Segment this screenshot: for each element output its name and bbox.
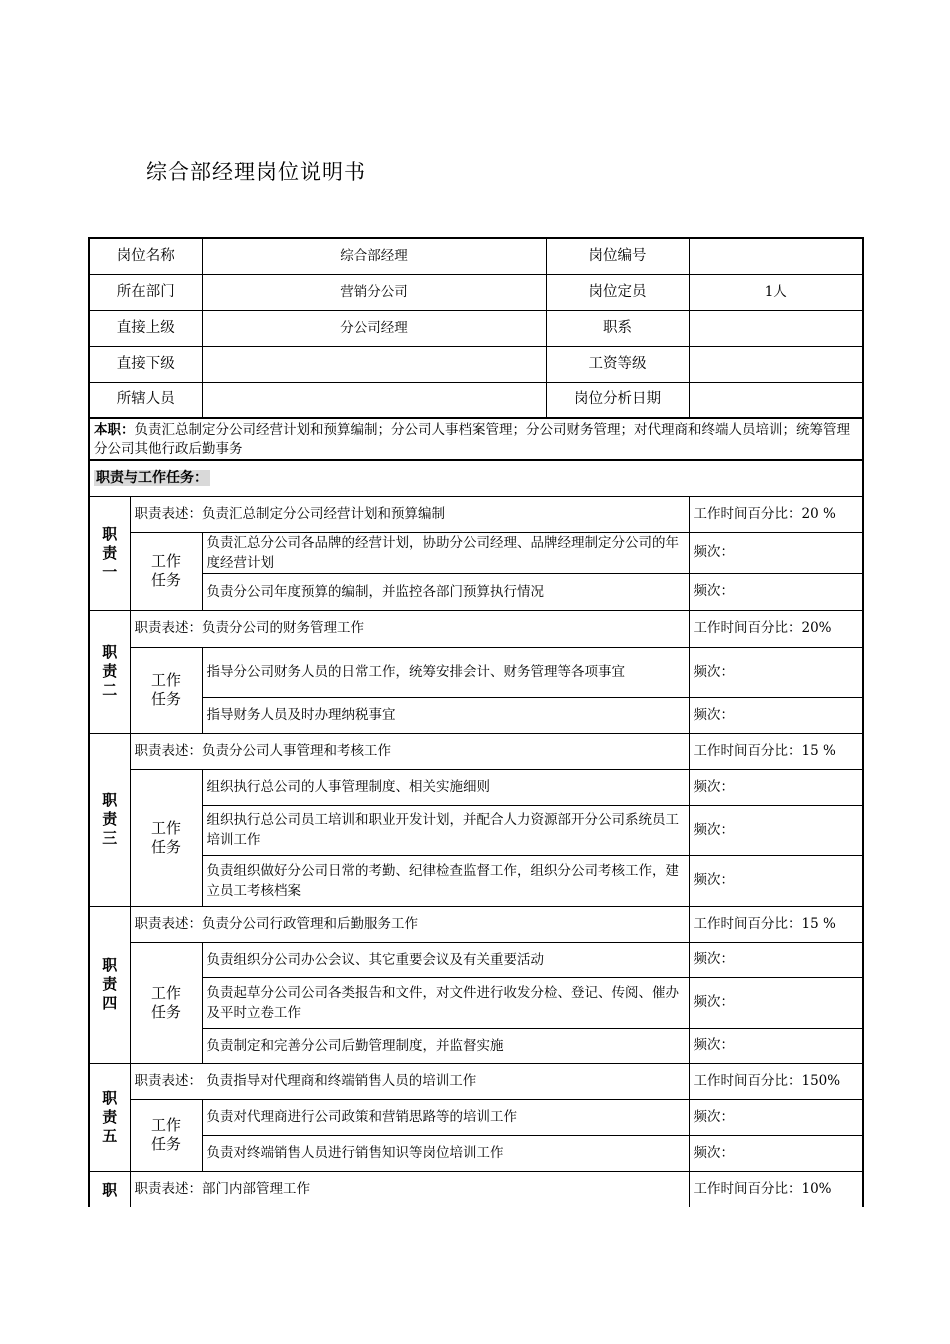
- duty-time-percent: 工作时间百分比：15 %: [689, 906, 863, 942]
- task-frequency: 频次：: [689, 942, 863, 977]
- task-label: [130, 942, 202, 1063]
- page-title: 综合部经理岗位说明书: [146, 160, 366, 184]
- info-row: [89, 310, 863, 346]
- duty-time-percent: 工作时间百分比：15 %: [689, 733, 863, 769]
- benzhi-text: 负责汇总制定分公司经营计划和预算编制；分公司人事档案管理；分公司财务管理；对代理商和终端人员培训；统筹管理分公司其他行政后勤事务: [94, 422, 850, 457]
- info-row: [89, 274, 863, 310]
- task-label-text: 工作任务: [150, 671, 181, 708]
- info-row: [89, 382, 863, 418]
- duty-label-text: 职责一: [102, 524, 118, 581]
- duty-time-percent: 工作时间百分比：10%: [689, 1171, 863, 1207]
- task-frequency: 频次：: [689, 855, 863, 906]
- duty-label-text: 职: [102, 1180, 118, 1199]
- info-value: [202, 382, 546, 418]
- info-label: 直接下级: [89, 346, 202, 382]
- info-row: [89, 346, 863, 382]
- task-frequency: 频次：: [689, 977, 863, 1028]
- task-label: [130, 1099, 202, 1171]
- task-text: 负责汇总分公司各品牌的经营计划，协助分公司经理、品牌经理制定分公司的年度经营计划: [202, 532, 689, 573]
- duty-desc: 职责表述：负责分公司人事管理和考核工作: [130, 733, 689, 769]
- task-label: [130, 647, 202, 733]
- info-label: 岗位定员: [546, 274, 689, 310]
- duty-time-percent: 工作时间百分比：150%: [689, 1063, 863, 1099]
- task-frequency: 频次：: [689, 532, 863, 573]
- task-frequency: 频次：: [689, 1135, 863, 1171]
- duty-time-percent: 工作时间百分比：20%: [689, 610, 863, 647]
- info-label: 岗位名称: [89, 238, 202, 274]
- task-frequency: 频次：: [689, 1099, 863, 1135]
- info-label: 岗位编号: [546, 238, 689, 274]
- task-label-text: 工作任务: [150, 552, 181, 589]
- duty-desc: 职责表述：负责汇总制定分公司经营计划和预算编制: [130, 496, 689, 532]
- info-value: [689, 382, 863, 418]
- benzhi-label: 本职：: [94, 422, 135, 438]
- duty-label-text: 职责五: [102, 1088, 118, 1145]
- duty-label: [89, 496, 130, 610]
- task-frequency: 频次：: [689, 573, 863, 610]
- info-row: [89, 238, 863, 274]
- task-frequency: 频次：: [689, 769, 863, 805]
- task-text: 负责起草分公司公司各类报告和文件，对文件进行收发分检、登记、传阅、催办及平时立卷工作: [202, 977, 689, 1028]
- duty-label: [89, 733, 130, 906]
- task-frequency: 频次：: [689, 1028, 863, 1063]
- info-value: [202, 346, 546, 382]
- duty-label: [89, 906, 130, 1063]
- info-label: 直接上级: [89, 310, 202, 346]
- info-label: 岗位分析日期: [546, 382, 689, 418]
- duty-label-text: 职责四: [102, 956, 118, 1012]
- info-label: 所辖人员: [89, 382, 202, 418]
- duty-desc: 职责表述：负责分公司的财务管理工作: [130, 610, 689, 647]
- duty-desc: 职责表述：部门内部管理工作: [130, 1171, 689, 1207]
- task-label-text: 工作任务: [150, 818, 181, 856]
- info-value: 营销分公司: [202, 274, 546, 310]
- task-text: 组织执行总公司的人事管理制度、相关实施细则: [202, 769, 689, 805]
- task-text: 负责制定和完善分公司后勤管理制度，并监督实施: [202, 1028, 689, 1063]
- duty-time-percent: 工作时间百分比：20 %: [689, 496, 863, 532]
- info-value: [689, 238, 863, 274]
- task-label: [130, 532, 202, 610]
- duty-desc: 职责表述： 负责指导对代理商和终端销售人员的培训工作: [130, 1063, 689, 1099]
- duty-desc: 职责表述：负责分公司行政管理和后勤服务工作: [130, 906, 689, 942]
- task-text: 负责对代理商进行公司政策和营销思路等的培训工作: [202, 1099, 689, 1135]
- info-label: 工资等级: [546, 346, 689, 382]
- info-value: [689, 310, 863, 346]
- task-frequency: 频次：: [689, 697, 863, 733]
- duties-header-cell: [89, 460, 863, 496]
- duty-label-text: 职责二: [102, 643, 118, 699]
- task-frequency: 频次：: [689, 647, 863, 697]
- job-description-table: [88, 237, 862, 1207]
- duty-label: [89, 610, 130, 733]
- task-label: [130, 769, 202, 906]
- info-value: 分公司经理: [202, 310, 546, 346]
- info-value: 综合部经理: [202, 238, 546, 274]
- task-text: 指导分公司财务人员的日常工作，统筹安排会计、财务管理等各项事宜: [202, 647, 689, 697]
- task-text: 负责对终端销售人员进行销售知识等岗位培训工作: [202, 1135, 689, 1171]
- task-label-text: 工作任务: [150, 983, 181, 1021]
- task-text: 负责组织分公司办公会议、其它重要会议及有关重要活动: [202, 942, 689, 977]
- task-text: 组织执行总公司员工培训和职业开发计划，并配合人力资源部开分公司系统员工培训工作: [202, 805, 689, 855]
- info-value: [689, 346, 863, 382]
- task-text: 负责组织做好分公司日常的考勤、纪律检查监督工作，组织分公司考核工作，建立员工考核档案: [202, 855, 689, 906]
- duties-header: 职责与工作任务：: [96, 469, 208, 486]
- task-text: 指导财务人员及时办理纳税事宜: [202, 697, 689, 733]
- duty-label-text: 职责三: [102, 791, 118, 847]
- task-text: 负责分公司年度预算的编制，并监控各部门预算执行情况: [202, 573, 689, 610]
- info-label: 所在部门: [89, 274, 202, 310]
- info-value: 1人: [689, 274, 863, 310]
- duty-label: [89, 1171, 130, 1207]
- info-label: 职系: [546, 310, 689, 346]
- task-label-text: 工作任务: [150, 1116, 181, 1153]
- benzhi-cell: [89, 418, 863, 460]
- task-frequency: 频次：: [689, 805, 863, 855]
- duty-label: [89, 1063, 130, 1171]
